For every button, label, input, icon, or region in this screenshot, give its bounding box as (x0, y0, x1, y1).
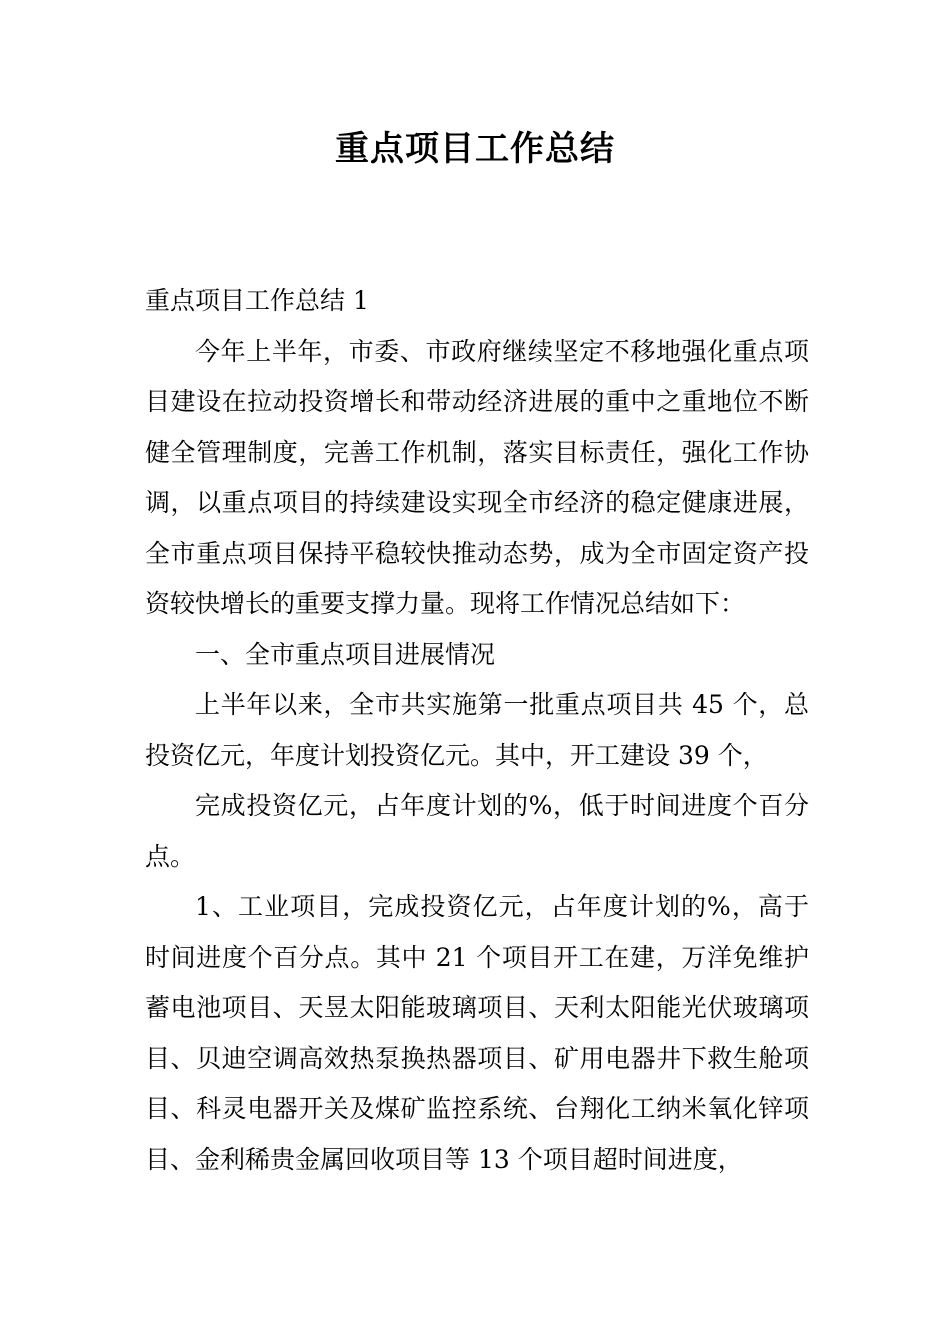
paragraph-section-one-heading: 一、全市重点项目进展情况 (195, 639, 496, 669)
document-body (145, 276, 809, 1185)
section-heading: 重点项目工作总结 1 (145, 286, 369, 315)
document-title: 重点项目工作总结 (335, 129, 615, 169)
paragraph-intro: 今年上半年，市委、市政府继续坚定不移地强化重点项目建设在拉动投资增长和带动经济进展的重中之重地位不断健全管理制度，完善工作机制，落实目标责任，强化工作协调，以重点项目的持续建设实现全市经济的稳定健康进展，全市重点项目保持平稳较快推动态势，成为全市固定资产投资较快增长的重要支撑力量。现将工作情况总结如下： (145, 336, 809, 618)
paragraph-industrial-projects: 1、工业项目，完成投资亿元，占年度计划的%，高于时间进度个百分点。其中 21 个项目开工在建，万洋免维护蓄电池项目、天昱太阳能玻璃项目、天利太阳能光伏玻璃项目、贝迪空调高效热泵换热器项目、矿用电器井下救生舱项目、科灵电器开关及煤矿监控系统、台翔化工纳米氧化锌项目、金利稀贵金属回收项目等 13 个项目超时间进度， (145, 892, 809, 1174)
paragraph-project-count: 上半年以来，全市共实施第一批重点项目共 45 个，总投资亿元，年度计划投资亿元。其中，开工建设 39 个， (145, 690, 809, 770)
paragraph-investment-progress: 完成投资亿元，占年度计划的%，低于时间进度个百分点。 (145, 791, 809, 871)
